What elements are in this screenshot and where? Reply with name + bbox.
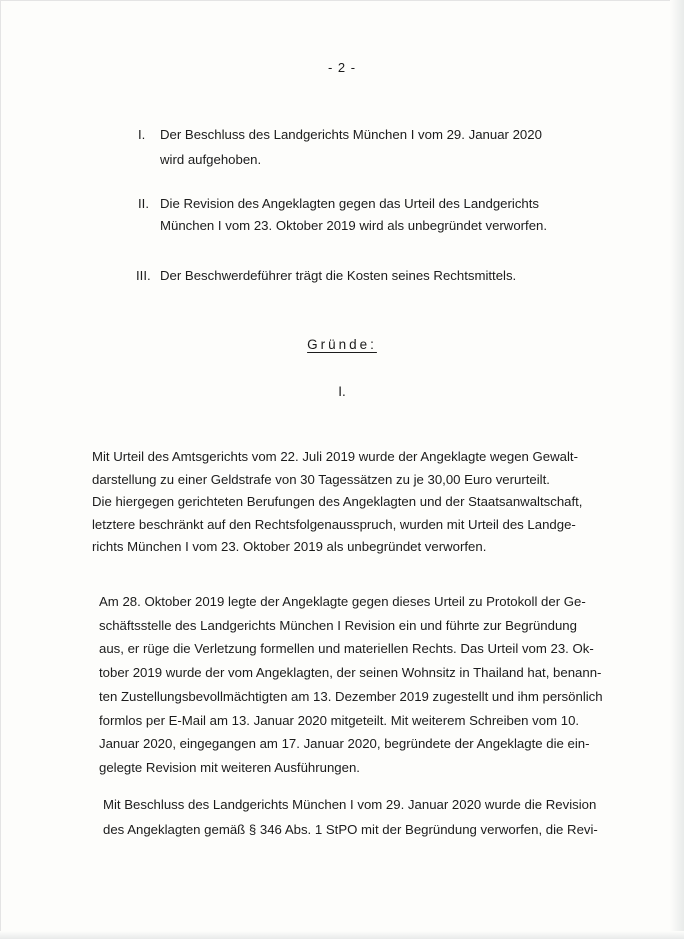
paragraph-line: formlos per E-Mail am 13. Januar 2020 mitgeteilt. Mit weiterem Schreiben vom 10. (99, 712, 580, 728)
paragraph-line: Die hiergegen gerichteten Berufungen des Angeklagten und der Staatsanwaltschaft, (92, 494, 583, 509)
grounds-heading: Gründe: (307, 337, 377, 352)
tenor-item-line: Die Revision des Angeklagten gegen das Urteil des Landgerichts (160, 196, 540, 211)
page-number: - 2 - (327, 60, 357, 75)
scan-edge-right (670, 0, 684, 939)
tenor-item-number: III. (136, 268, 151, 283)
paragraph-line: Mit Urteil des Amtsgerichts vom 22. Juli 2019 wurde der Angeklagte wegen Gewalt- (92, 449, 578, 464)
paragraph-line: aus, er rüge die Verletzung formellen und materiellen Rechts. Das Urteil vom 23. Ok- (99, 641, 594, 657)
tenor-item-line: wird aufgehoben. (160, 152, 262, 167)
paragraph-line: letztere beschränkt auf den Rechtsfolgenausspruch, wurden mit Urteil des Landge- (92, 516, 576, 532)
paragraph-line: Mit Beschluss des Landgerichts München I vom 29. Januar 2020 wurde die Revision (103, 797, 597, 812)
tenor-item-line: Der Beschluss des Landgerichts München I vom 29. Januar 2020 (160, 127, 542, 142)
tenor-item-number: II. (138, 196, 149, 211)
paragraph-line: des Angeklagten gemäß § 346 Abs. 1 StPO mit der Begründung verworfen, die Revi- (103, 822, 598, 837)
section-number: I. (338, 384, 346, 399)
paragraph-line: tober 2019 wurde der vom Angeklagten, der seinen Wohnsitz in Thailand hat, benann- (99, 665, 602, 681)
paragraph-line: Januar 2020, eingegangen am 17. Januar 2020, begründete der Angeklagte die ein- (99, 736, 590, 752)
paragraph-line: schäftsstelle des Landgerichts München I Revision ein und führte zur Begründung (99, 617, 577, 633)
paragraph-line: Am 28. Oktober 2019 legte der Angeklagte gegen dieses Urteil zu Protokoll der Ge- (99, 594, 586, 609)
paragraph-line: ten Zustellungsbevollmächtigten am 13. Dezember 2019 zugestellt und ihm persönlich (99, 688, 603, 704)
body-paragraph (103, 792, 598, 842)
paragraph-line: richts München I vom 23. Oktober 2019 als unbegründet verworfen. (92, 539, 487, 554)
body-paragraph (99, 590, 603, 780)
tenor-item-line: München I vom 23. Oktober 2019 wird als unbegründet verworfen. (160, 218, 548, 233)
tenor-item-number: I. (138, 127, 146, 142)
tenor-item-line: Der Beschwerdeführer trägt die Kosten seines Rechtsmittels. (160, 268, 517, 283)
paragraph-line: gelegte Revision mit weiteren Ausführungen. (99, 759, 360, 775)
scan-edge-bottom (0, 931, 684, 939)
paragraph-line: darstellung zu einer Geldstrafe von 30 Tagessätzen zu je 30,00 Euro verurteilt. (92, 471, 550, 487)
body-paragraph (92, 446, 582, 559)
